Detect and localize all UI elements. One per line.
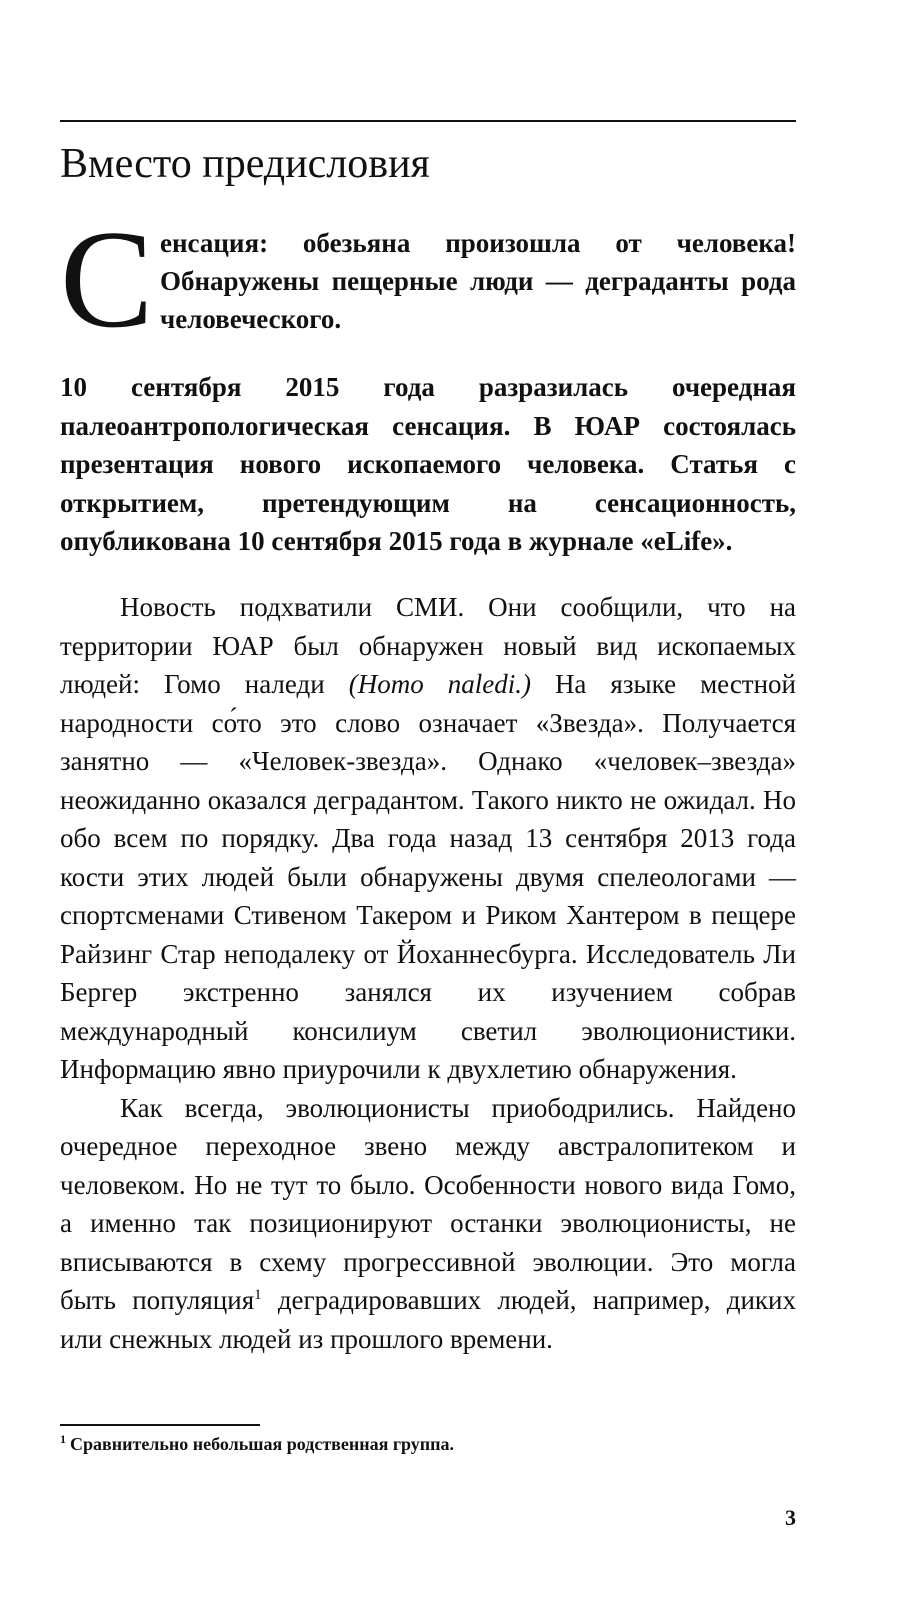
intro-block	[60, 202, 796, 357]
chapter-title: Вместо предисловия	[60, 141, 430, 187]
intro-text: енсация: обезьяна произошла от человека! Обнаружены пещерные люди — деграданты рода человеческого.	[160, 228, 796, 334]
paragraph-1	[60, 588, 796, 1089]
paragraph-2	[60, 1089, 796, 1359]
footnote-rule	[60, 1424, 260, 1426]
footnote-text: Сравнительно небольшая родственная группа.	[70, 1434, 455, 1454]
paragraph-1-part-2: На языке местной народности со́то это слово означает «Звезда». Получается занятно — «Человек-звезда». Однако «человек–звезда» неожиданно оказался деградантом. Такого никто не ожидал. Но обо всем по порядку. Два года назад 13 сентября 2013 года кости этих людей были обнаружены двумя спелеологами — спортсменами Стивеном Такером и Риком Хантером в пещере Райзинг Стар неподалеку от Йоханнесбурга. Исследователь Ли Бергер экстренно занялся их изучением собрав международный консилиум светил эволюционистики. Информацию явно приурочили к двухлетию обнаружения.	[60, 669, 796, 1084]
lead-paragraph: 10 сентября 2015 года разразилась очередная палеоантропологическая сенсация. В ЮАР состоялась презентация нового ископаемого человека. Статья с открытием, претендующим на сенсационность, опубликована 10 сентября 2015 года в журнале «eLife».	[60, 372, 796, 556]
footnote-marker: 1	[60, 1432, 66, 1446]
paragraph-2-part-2: деградировавших людей, например, диких или снежных людей из прошлого времени.	[60, 1285, 796, 1354]
paragraph-1-part-1: Новость подхватили СМИ. Они сообщили, что на территории ЮАР был обнаружен новый вид ископаемых людей: Гомо наледи	[60, 592, 796, 699]
paragraph-1-latin-name: (Homo naledi.)	[348, 669, 531, 699]
drop-cap: С	[60, 202, 154, 357]
top-rule	[60, 120, 796, 122]
footnote-reference: 1	[254, 1287, 262, 1303]
footnote	[60, 1432, 796, 1456]
page-number: 3	[785, 1505, 796, 1530]
book-page	[60, 0, 796, 1600]
paragraph-2-part-1: Как всегда, эволюционисты приободрились. Найдено очередное переходное звено между австралопитеком и человеком. Но не тут то было. Особенности нового вида Гомо, а именно так позиционируют останки эволюционисты, не вписываются в схему прогрессивной эволюции. Это могла быть популяция	[60, 1092, 796, 1315]
body-text	[60, 588, 796, 1358]
